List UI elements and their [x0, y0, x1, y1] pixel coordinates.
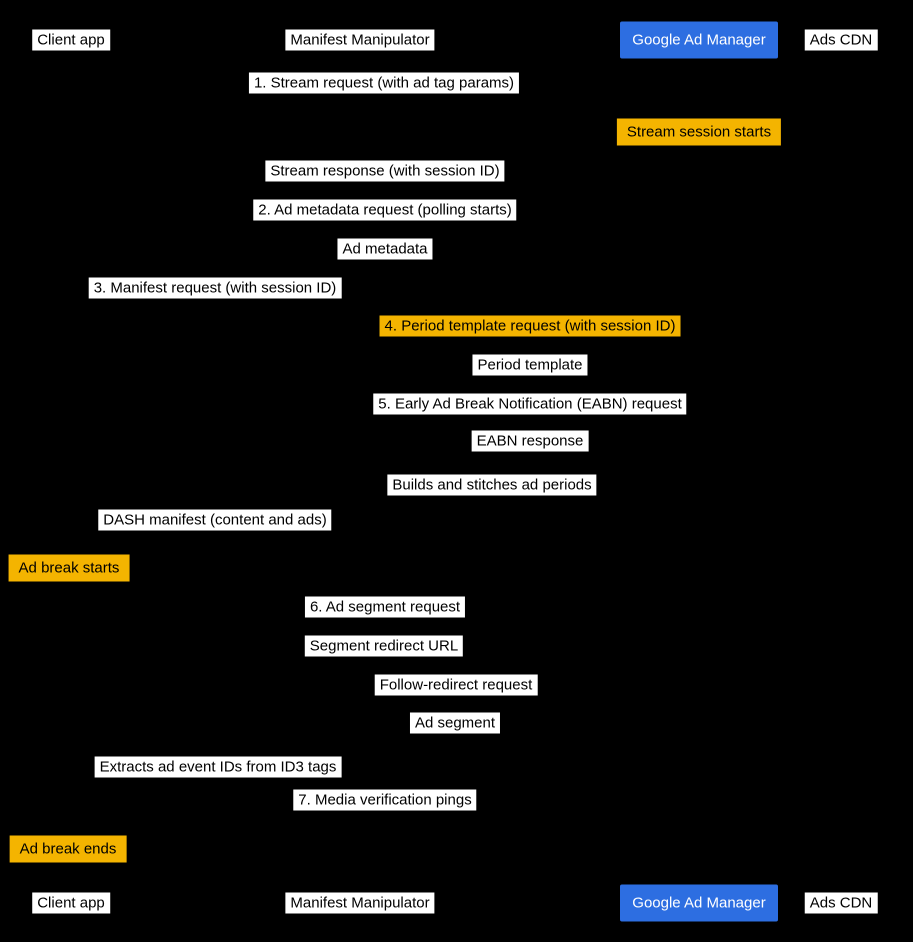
message-label: Ad metadata: [337, 239, 432, 260]
message-label: Builds and stitches ad periods: [387, 475, 596, 496]
message-label: 6. Ad segment request: [305, 597, 465, 618]
participant-ads-cdn-top: Ads CDN: [805, 30, 878, 51]
participant-client-app-top: Client app: [32, 30, 110, 51]
message-label: EABN response: [472, 431, 589, 452]
participant-google-ad-manager-bottom: Google Ad Manager: [620, 885, 778, 922]
participant-ads-cdn-bottom: Ads CDN: [805, 893, 878, 914]
note-label: Stream session starts: [617, 119, 781, 146]
message-label: 7. Media verification pings: [293, 790, 476, 811]
message-label: 3. Manifest request (with session ID): [89, 278, 342, 299]
message-label: 2. Ad metadata request (polling starts): [253, 200, 516, 221]
message-label: Segment redirect URL: [305, 636, 463, 657]
participant-manifest-manipulator-bottom: Manifest Manipulator: [285, 893, 434, 914]
message-label: Extracts ad event IDs from ID3 tags: [95, 757, 342, 778]
message-label: Stream response (with session ID): [265, 161, 504, 182]
participant-google-ad-manager-top: Google Ad Manager: [620, 22, 778, 59]
note-label: Ad break ends: [10, 836, 127, 863]
message-label: Period template: [472, 355, 587, 376]
note-label: Ad break starts: [9, 555, 130, 582]
participant-client-app-bottom: Client app: [32, 893, 110, 914]
message-label: Follow-redirect request: [375, 675, 538, 696]
participant-manifest-manipulator-top: Manifest Manipulator: [285, 30, 434, 51]
message-label: Ad segment: [410, 713, 500, 734]
message-label: 4. Period template request (with session ID): [380, 316, 681, 337]
message-label: 5. Early Ad Break Notification (EABN) request: [373, 394, 686, 415]
message-label: DASH manifest (content and ads): [98, 510, 331, 531]
message-label: 1. Stream request (with ad tag params): [249, 73, 519, 94]
